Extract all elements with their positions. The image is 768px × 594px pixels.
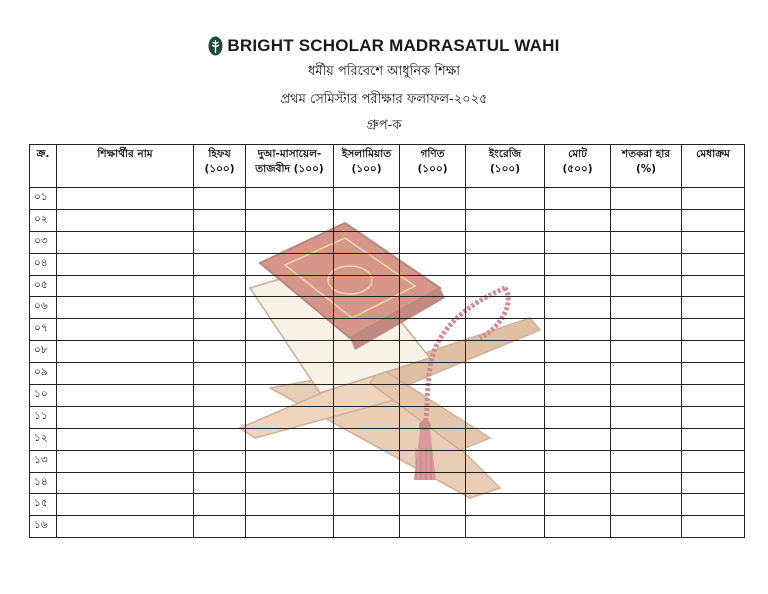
cell-math: [400, 385, 466, 407]
cell-dua-masayel-tajweed: [246, 385, 334, 407]
table-row: [30, 297, 745, 319]
cell-islamiyat: [334, 209, 400, 231]
cell-student-name: [57, 472, 194, 494]
cell-hifz: [194, 253, 246, 275]
col-percentage: শতকরা হার (%): [611, 145, 682, 188]
tree-logo-icon: [208, 36, 223, 56]
cell-total: [545, 516, 611, 538]
cell-total: [545, 188, 611, 210]
cell-islamiyat: [334, 253, 400, 275]
cell-math: [400, 494, 466, 516]
cell-dua-masayel-tajweed: [246, 341, 334, 363]
cell-merit-rank: [682, 188, 745, 210]
cell-hifz: [194, 494, 246, 516]
cell-student-name: [57, 253, 194, 275]
table-row: [30, 406, 745, 428]
cell-total: [545, 406, 611, 428]
col-student-name: শিক্ষার্থীর নাম: [57, 145, 194, 188]
cell-math: [400, 297, 466, 319]
cell-serial: ১২: [30, 428, 57, 450]
cell-hifz: [194, 363, 246, 385]
cell-merit-rank: [682, 472, 745, 494]
cell-total: [545, 319, 611, 341]
cell-serial: ০২: [30, 209, 57, 231]
cell-serial: ১৬: [30, 516, 57, 538]
cell-math: [400, 472, 466, 494]
cell-hifz: [194, 188, 246, 210]
table-row: [30, 516, 745, 538]
table-row: [30, 363, 745, 385]
cell-percentage: [611, 188, 682, 210]
cell-student-name: [57, 406, 194, 428]
table-row: [30, 231, 745, 253]
cell-english: [466, 494, 545, 516]
cell-dua-masayel-tajweed: [246, 209, 334, 231]
cell-student-name: [57, 231, 194, 253]
table-row: [30, 188, 745, 210]
cell-merit-rank: [682, 494, 745, 516]
cell-dua-masayel-tajweed: [246, 494, 334, 516]
cell-serial: ০৫: [30, 275, 57, 297]
cell-student-name: [57, 363, 194, 385]
cell-total: [545, 450, 611, 472]
cell-merit-rank: [682, 428, 745, 450]
cell-dua-masayel-tajweed: [246, 363, 334, 385]
cell-merit-rank: [682, 253, 745, 275]
cell-islamiyat: [334, 472, 400, 494]
cell-serial: ০৮: [30, 341, 57, 363]
cell-dua-masayel-tajweed: [246, 428, 334, 450]
results-table: [29, 144, 745, 538]
table-row: [30, 319, 745, 341]
cell-math: [400, 231, 466, 253]
cell-math: [400, 275, 466, 297]
cell-english: [466, 209, 545, 231]
cell-math: [400, 406, 466, 428]
cell-serial: ১১: [30, 406, 57, 428]
cell-math: [400, 253, 466, 275]
cell-total: [545, 209, 611, 231]
col-merit-rank: মেধাক্রম: [682, 145, 745, 188]
col-dua-masayel-tajweed: দুআ-মাসায়েল- তাজবীদ (১০০): [246, 145, 334, 188]
cell-student-name: [57, 275, 194, 297]
cell-student-name: [57, 428, 194, 450]
cell-total: [545, 297, 611, 319]
cell-student-name: [57, 341, 194, 363]
cell-percentage: [611, 253, 682, 275]
table-row: [30, 385, 745, 407]
cell-dua-masayel-tajweed: [246, 275, 334, 297]
cell-student-name: [57, 450, 194, 472]
cell-hifz: [194, 472, 246, 494]
cell-hifz: [194, 516, 246, 538]
cell-hifz: [194, 319, 246, 341]
cell-student-name: [57, 494, 194, 516]
cell-hifz: [194, 209, 246, 231]
cell-percentage: [611, 363, 682, 385]
cell-serial: ১৩: [30, 450, 57, 472]
cell-english: [466, 450, 545, 472]
cell-dua-masayel-tajweed: [246, 319, 334, 341]
cell-english: [466, 363, 545, 385]
cell-merit-rank: [682, 209, 745, 231]
cell-math: [400, 319, 466, 341]
cell-percentage: [611, 385, 682, 407]
cell-serial: ১৪: [30, 472, 57, 494]
cell-islamiyat: [334, 319, 400, 341]
cell-english: [466, 275, 545, 297]
cell-merit-rank: [682, 450, 745, 472]
col-islamiyat: ইসলামিয়াত (১০০): [334, 145, 400, 188]
col-math: গণিত (১০০): [400, 145, 466, 188]
table-row: [30, 341, 745, 363]
cell-islamiyat: [334, 275, 400, 297]
table-row: [30, 209, 745, 231]
cell-hifz: [194, 428, 246, 450]
cell-islamiyat: [334, 188, 400, 210]
col-english: ইংরেজি (১০০): [466, 145, 545, 188]
cell-percentage: [611, 319, 682, 341]
cell-total: [545, 428, 611, 450]
cell-student-name: [57, 516, 194, 538]
cell-islamiyat: [334, 450, 400, 472]
cell-english: [466, 231, 545, 253]
cell-total: [545, 472, 611, 494]
cell-serial: ০৩: [30, 231, 57, 253]
cell-student-name: [57, 385, 194, 407]
cell-serial: ১৫: [30, 494, 57, 516]
cell-student-name: [57, 319, 194, 341]
cell-english: [466, 188, 545, 210]
cell-serial: ০৭: [30, 319, 57, 341]
cell-merit-rank: [682, 363, 745, 385]
cell-hifz: [194, 231, 246, 253]
cell-dua-masayel-tajweed: [246, 516, 334, 538]
cell-percentage: [611, 209, 682, 231]
cell-english: [466, 406, 545, 428]
cell-islamiyat: [334, 385, 400, 407]
cell-islamiyat: [334, 494, 400, 516]
cell-dua-masayel-tajweed: [246, 450, 334, 472]
cell-islamiyat: [334, 297, 400, 319]
exam-title: প্রথম সেমিস্টার পরীক্ষার ফলাফল-২০২৫: [280, 92, 488, 107]
col-serial: ক্র.: [30, 145, 57, 188]
cell-english: [466, 472, 545, 494]
cell-hifz: [194, 275, 246, 297]
cell-english: [466, 297, 545, 319]
table-row: [30, 450, 745, 472]
cell-hifz: [194, 341, 246, 363]
cell-dua-masayel-tajweed: [246, 297, 334, 319]
cell-english: [466, 428, 545, 450]
table-row: [30, 253, 745, 275]
cell-merit-rank: [682, 319, 745, 341]
cell-islamiyat: [334, 363, 400, 385]
cell-student-name: [57, 209, 194, 231]
cell-hifz: [194, 450, 246, 472]
cell-dua-masayel-tajweed: [246, 406, 334, 428]
cell-percentage: [611, 341, 682, 363]
cell-math: [400, 341, 466, 363]
cell-merit-rank: [682, 341, 745, 363]
cell-total: [545, 275, 611, 297]
cell-student-name: [57, 297, 194, 319]
cell-merit-rank: [682, 516, 745, 538]
cell-serial: ০৯: [30, 363, 57, 385]
cell-total: [545, 385, 611, 407]
cell-percentage: [611, 275, 682, 297]
cell-english: [466, 253, 545, 275]
cell-math: [400, 450, 466, 472]
cell-total: [545, 363, 611, 385]
school-title: BRIGHT SCHOLAR MADRASATUL WAHI: [227, 36, 560, 55]
cell-math: [400, 188, 466, 210]
col-hifz: হিফয (১০০): [194, 145, 246, 188]
cell-math: [400, 363, 466, 385]
cell-english: [466, 516, 545, 538]
cell-dua-masayel-tajweed: [246, 253, 334, 275]
cell-total: [545, 494, 611, 516]
cell-student-name: [57, 188, 194, 210]
cell-islamiyat: [334, 406, 400, 428]
cell-serial: ০১: [30, 188, 57, 210]
group-label: গ্রুপ-ক: [366, 118, 402, 133]
cell-percentage: [611, 297, 682, 319]
cell-percentage: [611, 428, 682, 450]
cell-total: [545, 231, 611, 253]
cell-serial: ০৪: [30, 253, 57, 275]
cell-percentage: [611, 472, 682, 494]
cell-islamiyat: [334, 516, 400, 538]
cell-english: [466, 319, 545, 341]
school-motto: ধর্মীয় পরিবেশে আধুনিক শিক্ষা: [307, 64, 461, 79]
cell-total: [545, 341, 611, 363]
cell-islamiyat: [334, 341, 400, 363]
cell-hifz: [194, 297, 246, 319]
cell-percentage: [611, 231, 682, 253]
cell-english: [466, 341, 545, 363]
table-row: [30, 472, 745, 494]
cell-merit-rank: [682, 406, 745, 428]
table-row: [30, 494, 745, 516]
cell-serial: ০৬: [30, 297, 57, 319]
cell-merit-rank: [682, 275, 745, 297]
cell-merit-rank: [682, 297, 745, 319]
cell-hifz: [194, 406, 246, 428]
cell-hifz: [194, 385, 246, 407]
table-row: [30, 275, 745, 297]
table-header-row: [30, 145, 745, 188]
cell-serial: ১০: [30, 385, 57, 407]
cell-dua-masayel-tajweed: [246, 188, 334, 210]
table-row: [30, 428, 745, 450]
cell-math: [400, 428, 466, 450]
cell-merit-rank: [682, 231, 745, 253]
cell-math: [400, 516, 466, 538]
table-body: [30, 188, 745, 538]
cell-percentage: [611, 450, 682, 472]
cell-math: [400, 209, 466, 231]
cell-percentage: [611, 516, 682, 538]
cell-dua-masayel-tajweed: [246, 472, 334, 494]
cell-dua-masayel-tajweed: [246, 231, 334, 253]
cell-total: [545, 253, 611, 275]
title-row: [0, 36, 768, 56]
cell-islamiyat: [334, 428, 400, 450]
col-total: মোট (৫০০): [545, 145, 611, 188]
cell-percentage: [611, 494, 682, 516]
cell-merit-rank: [682, 385, 745, 407]
cell-percentage: [611, 406, 682, 428]
cell-islamiyat: [334, 231, 400, 253]
cell-english: [466, 385, 545, 407]
